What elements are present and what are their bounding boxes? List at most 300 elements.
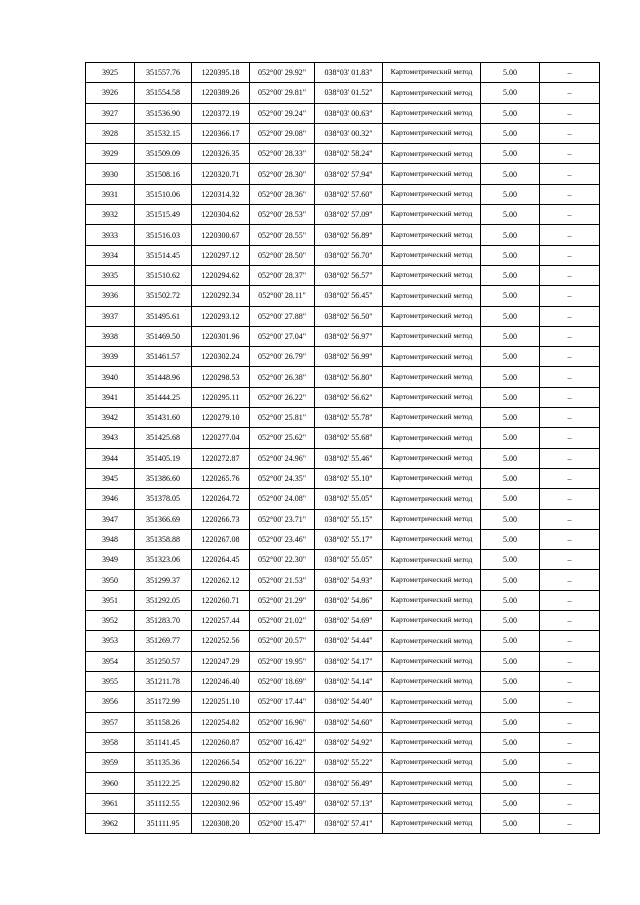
table-row bbox=[86, 590, 600, 610]
empty-value-cell: – bbox=[540, 225, 600, 245]
table-row bbox=[86, 63, 600, 83]
point-number-cell: 3950 bbox=[86, 570, 135, 590]
y-coordinate-cell: 1220252.56 bbox=[192, 631, 250, 651]
longitude-cell: 038°02' 55.15" bbox=[315, 509, 383, 529]
empty-value-cell: – bbox=[540, 611, 600, 631]
longitude-cell: 038°02' 55.78" bbox=[315, 408, 383, 428]
latitude-cell: 052°00' 28.33" bbox=[250, 144, 315, 164]
empty-value-cell: – bbox=[540, 164, 600, 184]
accuracy-cell: 5.00 bbox=[481, 347, 540, 367]
longitude-cell: 038°02' 56.45" bbox=[315, 286, 383, 306]
latitude-cell: 052°00' 28.37" bbox=[250, 265, 315, 285]
point-number-cell: 3943 bbox=[86, 428, 135, 448]
empty-value-cell: – bbox=[540, 245, 600, 265]
table-row bbox=[86, 448, 600, 468]
point-number-cell: 3952 bbox=[86, 611, 135, 631]
accuracy-cell: 5.00 bbox=[481, 712, 540, 732]
empty-value-cell: – bbox=[540, 103, 600, 123]
empty-value-cell: – bbox=[540, 590, 600, 610]
table-row bbox=[86, 225, 600, 245]
point-number-cell: 3962 bbox=[86, 813, 135, 833]
empty-value-cell: – bbox=[540, 468, 600, 488]
table-row bbox=[86, 550, 600, 570]
method-cell: Картометрический метод bbox=[383, 631, 481, 651]
x-coordinate-cell: 351448.96 bbox=[135, 367, 192, 387]
longitude-cell: 038°02' 55.05" bbox=[315, 489, 383, 509]
x-coordinate-cell: 351112.55 bbox=[135, 793, 192, 813]
latitude-cell: 052°00' 16.42" bbox=[250, 732, 315, 752]
method-cell: Картометрический метод bbox=[383, 245, 481, 265]
y-coordinate-cell: 1220262.12 bbox=[192, 570, 250, 590]
table-row bbox=[86, 184, 600, 204]
point-number-cell: 3954 bbox=[86, 651, 135, 671]
y-coordinate-cell: 1220326.35 bbox=[192, 144, 250, 164]
accuracy-cell: 5.00 bbox=[481, 570, 540, 590]
y-coordinate-cell: 1220277.04 bbox=[192, 428, 250, 448]
latitude-cell: 052°00' 24.08" bbox=[250, 489, 315, 509]
accuracy-cell: 5.00 bbox=[481, 123, 540, 143]
longitude-cell: 038°02' 54.60" bbox=[315, 712, 383, 732]
accuracy-cell: 5.00 bbox=[481, 448, 540, 468]
table-row bbox=[86, 631, 600, 651]
y-coordinate-cell: 1220254.82 bbox=[192, 712, 250, 732]
y-coordinate-cell: 1220301.96 bbox=[192, 326, 250, 346]
point-number-cell: 3956 bbox=[86, 692, 135, 712]
method-cell: Картометрический метод bbox=[383, 286, 481, 306]
longitude-cell: 038°02' 56.97" bbox=[315, 326, 383, 346]
y-coordinate-cell: 1220260.71 bbox=[192, 590, 250, 610]
x-coordinate-cell: 351469.50 bbox=[135, 326, 192, 346]
accuracy-cell: 5.00 bbox=[481, 387, 540, 407]
accuracy-cell: 5.00 bbox=[481, 509, 540, 529]
method-cell: Картометрический метод bbox=[383, 408, 481, 428]
point-number-cell: 3953 bbox=[86, 631, 135, 651]
accuracy-cell: 5.00 bbox=[481, 83, 540, 103]
point-number-cell: 3926 bbox=[86, 83, 135, 103]
x-coordinate-cell: 351510.62 bbox=[135, 265, 192, 285]
x-coordinate-cell: 351557.76 bbox=[135, 63, 192, 83]
method-cell: Картометрический метод bbox=[383, 692, 481, 712]
method-cell: Картометрический метод bbox=[383, 651, 481, 671]
y-coordinate-cell: 1220260.87 bbox=[192, 732, 250, 752]
table-row bbox=[86, 468, 600, 488]
x-coordinate-cell: 351516.03 bbox=[135, 225, 192, 245]
table-row bbox=[86, 489, 600, 509]
longitude-cell: 038°02' 54.17" bbox=[315, 651, 383, 671]
longitude-cell: 038°02' 54.86" bbox=[315, 590, 383, 610]
longitude-cell: 038°03' 00.32" bbox=[315, 123, 383, 143]
method-cell: Картометрический метод bbox=[383, 509, 481, 529]
method-cell: Картометрический метод bbox=[383, 326, 481, 346]
y-coordinate-cell: 1220279.10 bbox=[192, 408, 250, 428]
method-cell: Картометрический метод bbox=[383, 428, 481, 448]
method-cell: Картометрический метод bbox=[383, 793, 481, 813]
y-coordinate-cell: 1220395.18 bbox=[192, 63, 250, 83]
y-coordinate-cell: 1220246.40 bbox=[192, 671, 250, 691]
x-coordinate-cell: 351269.77 bbox=[135, 631, 192, 651]
empty-value-cell: – bbox=[540, 509, 600, 529]
x-coordinate-cell: 351510.06 bbox=[135, 184, 192, 204]
coordinates-table-body bbox=[86, 63, 600, 834]
method-cell: Картометрический метод bbox=[383, 468, 481, 488]
latitude-cell: 052°00' 28.50" bbox=[250, 245, 315, 265]
latitude-cell: 052°00' 21.29" bbox=[250, 590, 315, 610]
point-number-cell: 3958 bbox=[86, 732, 135, 752]
empty-value-cell: – bbox=[540, 712, 600, 732]
point-number-cell: 3930 bbox=[86, 164, 135, 184]
accuracy-cell: 5.00 bbox=[481, 245, 540, 265]
empty-value-cell: – bbox=[540, 671, 600, 691]
table-row bbox=[86, 83, 600, 103]
latitude-cell: 052°00' 15.47" bbox=[250, 813, 315, 833]
x-coordinate-cell: 351111.95 bbox=[135, 813, 192, 833]
y-coordinate-cell: 1220264.72 bbox=[192, 489, 250, 509]
method-cell: Картометрический метод bbox=[383, 529, 481, 549]
accuracy-cell: 5.00 bbox=[481, 265, 540, 285]
accuracy-cell: 5.00 bbox=[481, 103, 540, 123]
table-row bbox=[86, 712, 600, 732]
longitude-cell: 038°02' 54.14" bbox=[315, 671, 383, 691]
accuracy-cell: 5.00 bbox=[481, 489, 540, 509]
longitude-cell: 038°02' 56.62" bbox=[315, 387, 383, 407]
x-coordinate-cell: 351158.26 bbox=[135, 712, 192, 732]
longitude-cell: 038°02' 56.80" bbox=[315, 367, 383, 387]
method-cell: Картометрический метод bbox=[383, 387, 481, 407]
latitude-cell: 052°00' 25.62" bbox=[250, 428, 315, 448]
table-row bbox=[86, 813, 600, 833]
accuracy-cell: 5.00 bbox=[481, 611, 540, 631]
x-coordinate-cell: 351502.72 bbox=[135, 286, 192, 306]
table-row bbox=[86, 144, 600, 164]
y-coordinate-cell: 1220265.76 bbox=[192, 468, 250, 488]
latitude-cell: 052°00' 15.80" bbox=[250, 773, 315, 793]
x-coordinate-cell: 351299.37 bbox=[135, 570, 192, 590]
point-number-cell: 3944 bbox=[86, 448, 135, 468]
latitude-cell: 052°00' 26.22" bbox=[250, 387, 315, 407]
longitude-cell: 038°02' 56.57" bbox=[315, 265, 383, 285]
empty-value-cell: – bbox=[540, 265, 600, 285]
x-coordinate-cell: 351508.16 bbox=[135, 164, 192, 184]
coordinates-table bbox=[85, 62, 600, 834]
method-cell: Картометрический метод bbox=[383, 671, 481, 691]
point-number-cell: 3931 bbox=[86, 184, 135, 204]
x-coordinate-cell: 351122.25 bbox=[135, 773, 192, 793]
point-number-cell: 3932 bbox=[86, 205, 135, 225]
empty-value-cell: – bbox=[540, 753, 600, 773]
x-coordinate-cell: 351141.45 bbox=[135, 732, 192, 752]
method-cell: Картометрический метод bbox=[383, 773, 481, 793]
longitude-cell: 038°02' 55.22" bbox=[315, 753, 383, 773]
point-number-cell: 3934 bbox=[86, 245, 135, 265]
table-row bbox=[86, 326, 600, 346]
x-coordinate-cell: 351461.57 bbox=[135, 347, 192, 367]
point-number-cell: 3938 bbox=[86, 326, 135, 346]
method-cell: Картометрический метод bbox=[383, 83, 481, 103]
table-row bbox=[86, 529, 600, 549]
empty-value-cell: – bbox=[540, 306, 600, 326]
latitude-cell: 052°00' 27.88" bbox=[250, 306, 315, 326]
accuracy-cell: 5.00 bbox=[481, 367, 540, 387]
accuracy-cell: 5.00 bbox=[481, 631, 540, 651]
empty-value-cell: – bbox=[540, 387, 600, 407]
method-cell: Картометрический метод bbox=[383, 103, 481, 123]
y-coordinate-cell: 1220247.29 bbox=[192, 651, 250, 671]
y-coordinate-cell: 1220266.73 bbox=[192, 509, 250, 529]
empty-value-cell: – bbox=[540, 448, 600, 468]
table-row bbox=[86, 306, 600, 326]
accuracy-cell: 5.00 bbox=[481, 184, 540, 204]
longitude-cell: 038°02' 54.40" bbox=[315, 692, 383, 712]
y-coordinate-cell: 1220266.54 bbox=[192, 753, 250, 773]
y-coordinate-cell: 1220293.12 bbox=[192, 306, 250, 326]
empty-value-cell: – bbox=[540, 651, 600, 671]
x-coordinate-cell: 351405.19 bbox=[135, 448, 192, 468]
latitude-cell: 052°00' 29.08" bbox=[250, 123, 315, 143]
y-coordinate-cell: 1220302.24 bbox=[192, 347, 250, 367]
table-row bbox=[86, 164, 600, 184]
empty-value-cell: – bbox=[540, 144, 600, 164]
longitude-cell: 038°02' 58.24" bbox=[315, 144, 383, 164]
latitude-cell: 052°00' 15.49" bbox=[250, 793, 315, 813]
point-number-cell: 3937 bbox=[86, 306, 135, 326]
y-coordinate-cell: 1220251.10 bbox=[192, 692, 250, 712]
latitude-cell: 052°00' 16.22" bbox=[250, 753, 315, 773]
method-cell: Картометрический метод bbox=[383, 144, 481, 164]
point-number-cell: 3955 bbox=[86, 671, 135, 691]
y-coordinate-cell: 1220298.53 bbox=[192, 367, 250, 387]
longitude-cell: 038°02' 56.49" bbox=[315, 773, 383, 793]
accuracy-cell: 5.00 bbox=[481, 326, 540, 346]
method-cell: Картометрический метод bbox=[383, 550, 481, 570]
y-coordinate-cell: 1220366.17 bbox=[192, 123, 250, 143]
x-coordinate-cell: 351172.99 bbox=[135, 692, 192, 712]
empty-value-cell: – bbox=[540, 692, 600, 712]
x-coordinate-cell: 351292.05 bbox=[135, 590, 192, 610]
table-row bbox=[86, 367, 600, 387]
empty-value-cell: – bbox=[540, 63, 600, 83]
longitude-cell: 038°02' 55.17" bbox=[315, 529, 383, 549]
method-cell: Картометрический метод bbox=[383, 590, 481, 610]
accuracy-cell: 5.00 bbox=[481, 590, 540, 610]
empty-value-cell: – bbox=[540, 428, 600, 448]
longitude-cell: 038°02' 56.89" bbox=[315, 225, 383, 245]
longitude-cell: 038°02' 55.05" bbox=[315, 550, 383, 570]
table-row bbox=[86, 265, 600, 285]
accuracy-cell: 5.00 bbox=[481, 63, 540, 83]
latitude-cell: 052°00' 28.11" bbox=[250, 286, 315, 306]
x-coordinate-cell: 351495.61 bbox=[135, 306, 192, 326]
longitude-cell: 038°02' 57.09" bbox=[315, 205, 383, 225]
table-row bbox=[86, 123, 600, 143]
empty-value-cell: – bbox=[540, 570, 600, 590]
method-cell: Картометрический метод bbox=[383, 753, 481, 773]
method-cell: Картометрический метод bbox=[383, 367, 481, 387]
table-row bbox=[86, 570, 600, 590]
point-number-cell: 3933 bbox=[86, 225, 135, 245]
empty-value-cell: – bbox=[540, 347, 600, 367]
longitude-cell: 038°02' 56.99" bbox=[315, 347, 383, 367]
latitude-cell: 052°00' 17.44" bbox=[250, 692, 315, 712]
table-row bbox=[86, 428, 600, 448]
empty-value-cell: – bbox=[540, 205, 600, 225]
method-cell: Картометрический метод bbox=[383, 611, 481, 631]
accuracy-cell: 5.00 bbox=[481, 205, 540, 225]
point-number-cell: 3935 bbox=[86, 265, 135, 285]
longitude-cell: 038°02' 54.44" bbox=[315, 631, 383, 651]
latitude-cell: 052°00' 29.81" bbox=[250, 83, 315, 103]
method-cell: Картометрический метод bbox=[383, 306, 481, 326]
latitude-cell: 052°00' 16.96" bbox=[250, 712, 315, 732]
latitude-cell: 052°00' 26.79" bbox=[250, 347, 315, 367]
table-row bbox=[86, 611, 600, 631]
y-coordinate-cell: 1220257.44 bbox=[192, 611, 250, 631]
x-coordinate-cell: 351358.88 bbox=[135, 529, 192, 549]
point-number-cell: 3947 bbox=[86, 509, 135, 529]
accuracy-cell: 5.00 bbox=[481, 428, 540, 448]
empty-value-cell: – bbox=[540, 489, 600, 509]
y-coordinate-cell: 1220295.11 bbox=[192, 387, 250, 407]
table-row bbox=[86, 651, 600, 671]
point-number-cell: 3925 bbox=[86, 63, 135, 83]
latitude-cell: 052°00' 28.55" bbox=[250, 225, 315, 245]
point-number-cell: 3945 bbox=[86, 468, 135, 488]
latitude-cell: 052°00' 28.30" bbox=[250, 164, 315, 184]
x-coordinate-cell: 351554.58 bbox=[135, 83, 192, 103]
y-coordinate-cell: 1220314.32 bbox=[192, 184, 250, 204]
accuracy-cell: 5.00 bbox=[481, 753, 540, 773]
method-cell: Картометрический метод bbox=[383, 347, 481, 367]
longitude-cell: 038°02' 57.13" bbox=[315, 793, 383, 813]
accuracy-cell: 5.00 bbox=[481, 793, 540, 813]
table-row bbox=[86, 286, 600, 306]
x-coordinate-cell: 351509.09 bbox=[135, 144, 192, 164]
x-coordinate-cell: 351250.57 bbox=[135, 651, 192, 671]
point-number-cell: 3928 bbox=[86, 123, 135, 143]
y-coordinate-cell: 1220320.71 bbox=[192, 164, 250, 184]
y-coordinate-cell: 1220292.34 bbox=[192, 286, 250, 306]
empty-value-cell: – bbox=[540, 813, 600, 833]
method-cell: Картометрический метод bbox=[383, 712, 481, 732]
table-row bbox=[86, 509, 600, 529]
accuracy-cell: 5.00 bbox=[481, 225, 540, 245]
point-number-cell: 3948 bbox=[86, 529, 135, 549]
longitude-cell: 038°02' 57.94" bbox=[315, 164, 383, 184]
latitude-cell: 052°00' 22.30" bbox=[250, 550, 315, 570]
point-number-cell: 3961 bbox=[86, 793, 135, 813]
latitude-cell: 052°00' 23.46" bbox=[250, 529, 315, 549]
x-coordinate-cell: 351536.90 bbox=[135, 103, 192, 123]
longitude-cell: 038°02' 57.41" bbox=[315, 813, 383, 833]
x-coordinate-cell: 351211.78 bbox=[135, 671, 192, 691]
table-row bbox=[86, 245, 600, 265]
latitude-cell: 052°00' 29.92" bbox=[250, 63, 315, 83]
empty-value-cell: – bbox=[540, 123, 600, 143]
latitude-cell: 052°00' 21.53" bbox=[250, 570, 315, 590]
y-coordinate-cell: 1220302.96 bbox=[192, 793, 250, 813]
point-number-cell: 3941 bbox=[86, 387, 135, 407]
x-coordinate-cell: 351444.25 bbox=[135, 387, 192, 407]
point-number-cell: 3946 bbox=[86, 489, 135, 509]
y-coordinate-cell: 1220304.62 bbox=[192, 205, 250, 225]
empty-value-cell: – bbox=[540, 550, 600, 570]
method-cell: Картометрический метод bbox=[383, 164, 481, 184]
empty-value-cell: – bbox=[540, 83, 600, 103]
x-coordinate-cell: 351431.60 bbox=[135, 408, 192, 428]
point-number-cell: 3940 bbox=[86, 367, 135, 387]
accuracy-cell: 5.00 bbox=[481, 651, 540, 671]
y-coordinate-cell: 1220272.87 bbox=[192, 448, 250, 468]
x-coordinate-cell: 351135.36 bbox=[135, 753, 192, 773]
x-coordinate-cell: 351515.49 bbox=[135, 205, 192, 225]
method-cell: Картометрический метод bbox=[383, 489, 481, 509]
empty-value-cell: – bbox=[540, 732, 600, 752]
latitude-cell: 052°00' 29.24" bbox=[250, 103, 315, 123]
point-number-cell: 3957 bbox=[86, 712, 135, 732]
y-coordinate-cell: 1220308.20 bbox=[192, 813, 250, 833]
longitude-cell: 038°02' 55.68" bbox=[315, 428, 383, 448]
method-cell: Картометрический метод bbox=[383, 205, 481, 225]
latitude-cell: 052°00' 24.96" bbox=[250, 448, 315, 468]
table-row bbox=[86, 692, 600, 712]
empty-value-cell: – bbox=[540, 367, 600, 387]
latitude-cell: 052°00' 26.38" bbox=[250, 367, 315, 387]
accuracy-cell: 5.00 bbox=[481, 468, 540, 488]
accuracy-cell: 5.00 bbox=[481, 408, 540, 428]
point-number-cell: 3927 bbox=[86, 103, 135, 123]
accuracy-cell: 5.00 bbox=[481, 550, 540, 570]
longitude-cell: 038°03' 01.83" bbox=[315, 63, 383, 83]
latitude-cell: 052°00' 18.69" bbox=[250, 671, 315, 691]
x-coordinate-cell: 351378.05 bbox=[135, 489, 192, 509]
method-cell: Картометрический метод bbox=[383, 123, 481, 143]
y-coordinate-cell: 1220300.67 bbox=[192, 225, 250, 245]
longitude-cell: 038°02' 54.92" bbox=[315, 732, 383, 752]
x-coordinate-cell: 351386.60 bbox=[135, 468, 192, 488]
point-number-cell: 3942 bbox=[86, 408, 135, 428]
accuracy-cell: 5.00 bbox=[481, 529, 540, 549]
table-row bbox=[86, 205, 600, 225]
empty-value-cell: – bbox=[540, 631, 600, 651]
point-number-cell: 3960 bbox=[86, 773, 135, 793]
x-coordinate-cell: 351532.15 bbox=[135, 123, 192, 143]
latitude-cell: 052°00' 28.36" bbox=[250, 184, 315, 204]
table-row bbox=[86, 793, 600, 813]
y-coordinate-cell: 1220267.08 bbox=[192, 529, 250, 549]
latitude-cell: 052°00' 27.04" bbox=[250, 326, 315, 346]
empty-value-cell: – bbox=[540, 793, 600, 813]
accuracy-cell: 5.00 bbox=[481, 773, 540, 793]
empty-value-cell: – bbox=[540, 286, 600, 306]
point-number-cell: 3949 bbox=[86, 550, 135, 570]
method-cell: Картометрический метод bbox=[383, 184, 481, 204]
longitude-cell: 038°02' 54.93" bbox=[315, 570, 383, 590]
longitude-cell: 038°02' 55.46" bbox=[315, 448, 383, 468]
accuracy-cell: 5.00 bbox=[481, 144, 540, 164]
longitude-cell: 038°02' 55.10" bbox=[315, 468, 383, 488]
point-number-cell: 3939 bbox=[86, 347, 135, 367]
method-cell: Картометрический метод bbox=[383, 448, 481, 468]
point-number-cell: 3936 bbox=[86, 286, 135, 306]
x-coordinate-cell: 351283.70 bbox=[135, 611, 192, 631]
x-coordinate-cell: 351366.69 bbox=[135, 509, 192, 529]
longitude-cell: 038°02' 56.70" bbox=[315, 245, 383, 265]
accuracy-cell: 5.00 bbox=[481, 671, 540, 691]
empty-value-cell: – bbox=[540, 773, 600, 793]
x-coordinate-cell: 351514.45 bbox=[135, 245, 192, 265]
method-cell: Картометрический метод bbox=[383, 732, 481, 752]
table-row bbox=[86, 347, 600, 367]
method-cell: Картометрический метод bbox=[383, 813, 481, 833]
